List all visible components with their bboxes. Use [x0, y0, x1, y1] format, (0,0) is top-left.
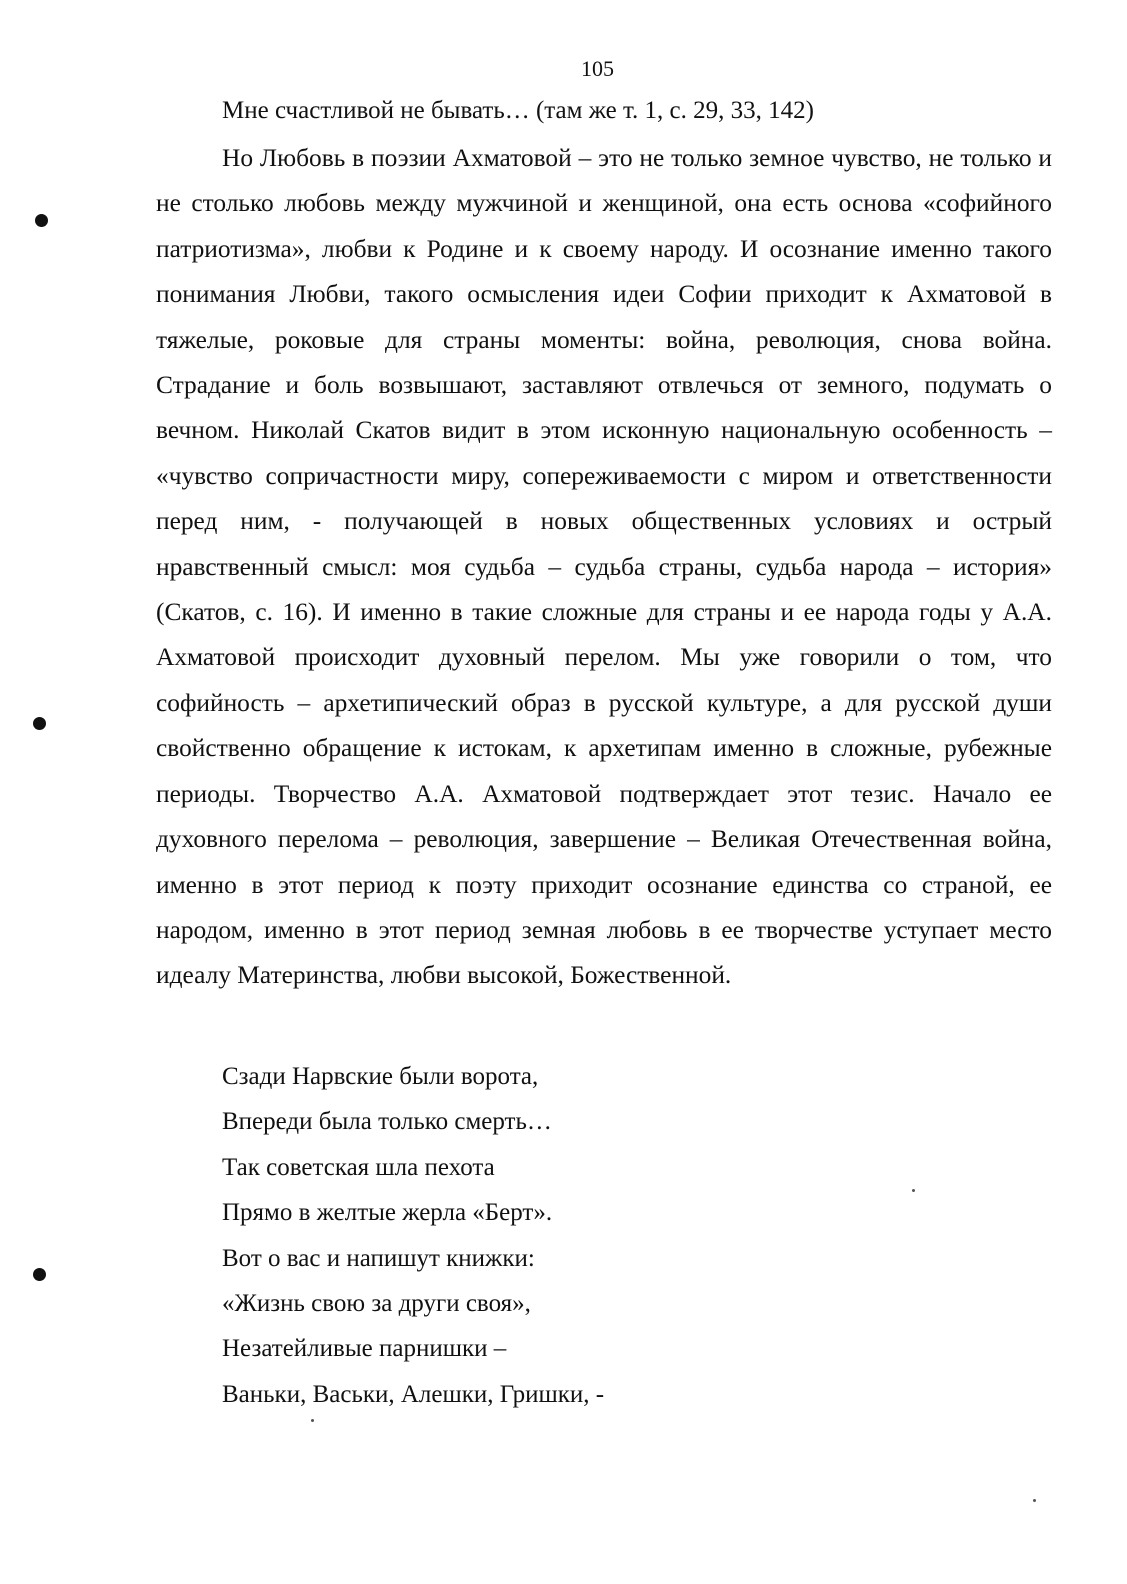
- body-paragraph: Но Любовь в поэзии Ахматовой – это не только земное чувство, не только и не столько любовь между мужчиной и женщиной, она есть основа «софийного патриотизма», любви к Родине и к своему народу. И осознание именно такого понимания Любви, такого осмысления идеи Софии приходит к Ахматовой в тяжелые, роковые для страны моменты: война, революция, снова война. Страдание и боль возвышают, заставляют отвлечься от земного, подумать о вечном. Николай Скатов видит в этом исконную национальную особенность – «чувство сопричастности миру, сопереживаемости с миром и ответственности перед ним, - получающей в новых общественных условиях и острый нравственный смысл: моя судьба – судьба страны, судьба народа – история» (Скатов, с. 16). И именно в такие сложные для страны и ее народа годы у А.А. Ахматовой происходит духовный перелом. Мы уже говорили о том, что софийность – архетипический образ в русской культуре, а для русской души свойственно обращение к истокам, к архетипам именно в сложные, рубежные периоды. Творчество А.А. Ахматовой подтверждает этот тезис. Начало ее духовного перелома – революция, завершение – Великая Отечественная война, именно в этот период к поэту приходит осознание единства со страной, ее народом, именно в этот период земная любовь в ее творчестве уступает место идеалу Материнства, любви высокой, Божественной.: [156, 144, 1052, 990]
- verse-line: «Жизнь свою за други своя»,: [222, 1290, 531, 1318]
- verse-line: Прямо в желтые жерла «Берт».: [222, 1199, 553, 1227]
- scan-speck: [1033, 1499, 1036, 1502]
- verse-line: Вот о вас и напишут книжки:: [222, 1244, 535, 1272]
- page-number: 105: [581, 56, 614, 81]
- verse-line: Незатейливые парнишки –: [222, 1335, 507, 1363]
- verse-line: Ваньки, Васьки, Алешки, Гришки, -: [222, 1380, 605, 1408]
- verse-block: [222, 1054, 604, 1417]
- verse-line-first: Мне счастливой не бывать… (там же т. 1, с. 29, 33, 142): [222, 97, 814, 124]
- punch-hole-mark-top: [35, 214, 48, 227]
- verse-line: Сзади Нарвские были ворота,: [222, 1063, 539, 1090]
- scan-speck: [912, 1189, 915, 1192]
- punch-hole-mark-middle: [33, 717, 46, 730]
- punch-hole-mark-bottom: [33, 1268, 46, 1281]
- verse-line: Так советская шла пехота: [222, 1153, 495, 1181]
- scan-speck: [311, 1419, 314, 1422]
- verse-line: Впереди была только смерть…: [222, 1108, 552, 1136]
